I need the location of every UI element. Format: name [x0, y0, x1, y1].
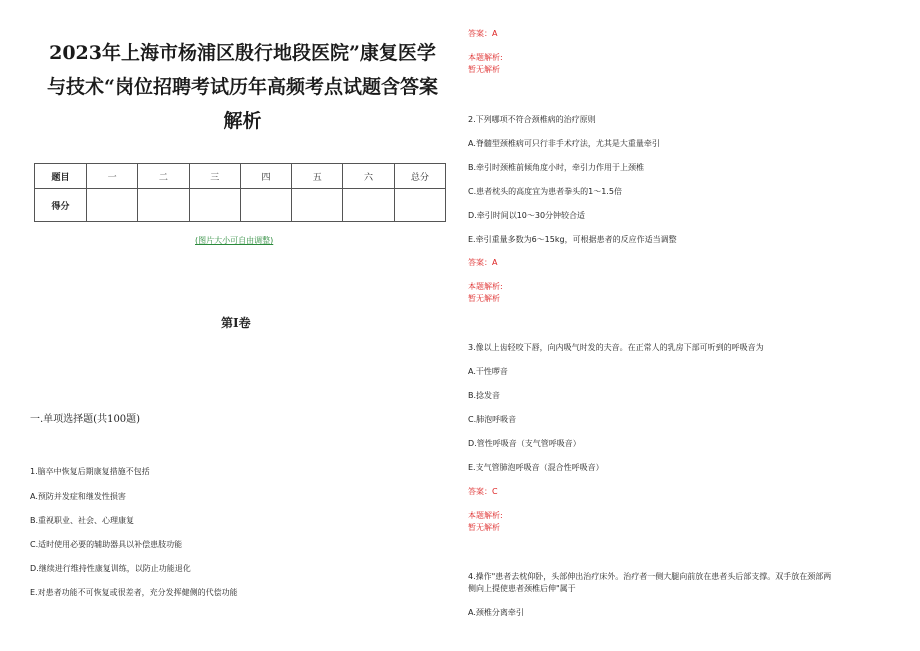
score-cell[interactable]	[343, 189, 394, 222]
title-line-1: 2023年上海市杨浦区殷行地段医院”康复医学	[49, 42, 436, 64]
header-cell-6: 六	[343, 164, 394, 189]
q3-option-b: B.捻发音	[468, 391, 501, 400]
q4-stem-line-2: 侧向上提使患者颈椎后伸"属于	[468, 584, 576, 593]
score-cell[interactable]	[240, 189, 291, 222]
q2-analysis-label: 本题解析:	[468, 282, 503, 291]
q4-option-a: A.颈椎分离牵引	[468, 608, 524, 617]
q3-option-a: A.干性啰音	[468, 367, 508, 376]
header-cell-3: 三	[189, 164, 240, 189]
q3-analysis-label: 本题解析:	[468, 511, 503, 520]
q1-analysis-text: 暂无解析	[468, 65, 500, 74]
q2-option-d: D.牵引时间以10～30分钟较合适	[468, 211, 586, 220]
score-cell[interactable]	[138, 189, 189, 222]
header-cell-total: 总分	[394, 164, 445, 189]
score-table-header-row	[35, 164, 446, 189]
q1-stem: 1.脑卒中恢复后期康复措施不包括	[30, 467, 150, 476]
q4-stem-line-1: 4.操作"患者去枕仰卧，头部伸出治疗床外。治疗者一侧大腿向前放在患者头后部支撑。双手放在颈部两	[468, 572, 832, 581]
header-cell-1: 一	[87, 164, 138, 189]
document-title	[30, 36, 455, 138]
q2-option-e: E.牵引重量多数为6～15kg，可根据患者的反应作适当调整	[468, 235, 677, 244]
score-table	[34, 163, 446, 222]
q2-option-a: A.脊髓型颈椎病可只行非手术疗法，尤其是大重量牵引	[468, 139, 660, 148]
score-cell[interactable]	[189, 189, 240, 222]
q1-option-e: E.对患者功能不可恢复或很差者，充分发挥健侧的代偿功能	[30, 588, 238, 597]
score-cell[interactable]	[87, 189, 138, 222]
header-cell-4: 四	[240, 164, 291, 189]
image-caption: (图片大小可自由调整)	[195, 236, 274, 245]
q3-option-d: D.管性呼吸音（支气管呼吸音）	[468, 439, 581, 448]
score-cell[interactable]	[292, 189, 343, 222]
q3-analysis-text: 暂无解析	[468, 523, 500, 532]
q1-analysis-label: 本题解析:	[468, 53, 503, 62]
q3-option-c: C.肺泡呼吸音	[468, 415, 517, 424]
q2-answer: 答案：A	[468, 258, 498, 267]
q3-stem: 3.像以上齿轻咬下唇，向内吸气时发的夫音。在正常人的乳房下部可听到的呼吸音为	[468, 343, 764, 352]
volume-heading: 第Ⅰ卷	[221, 316, 251, 330]
q2-option-c: C.患者枕头的高度宜为患者拳头的1～1.5倍	[468, 187, 622, 196]
title-line-3: 解析	[223, 110, 262, 132]
title-line-2: 与技术“岗位招聘考试历年高频考点试题含答案	[47, 76, 438, 98]
score-cell[interactable]	[394, 189, 445, 222]
q1-option-b: B.重视职业、社会、心理康复	[30, 516, 135, 525]
q2-analysis-text: 暂无解析	[468, 294, 500, 303]
header-cell-topic: 题目	[35, 164, 87, 189]
q3-option-e: E.支气管肺泡呼吸音（混合性呼吸音）	[468, 463, 604, 472]
q2-stem: 2.下列哪项不符合颈椎病的治疗原则	[468, 115, 596, 124]
q1-answer: 答案：A	[468, 29, 498, 38]
q1-option-a: A.预防并发症和继发性损害	[30, 492, 126, 501]
q1-option-d: D.继续进行维持性康复训练，以防止功能退化	[30, 564, 191, 573]
section-heading: 一.单项选择题(共100题)	[30, 414, 141, 425]
header-cell-5: 五	[292, 164, 343, 189]
score-row-label: 得分	[35, 189, 87, 222]
q1-option-c: C.适时使用必要的辅助器具以补偿患肢功能	[30, 540, 183, 549]
header-cell-2: 二	[138, 164, 189, 189]
q3-answer: 答案：C	[468, 487, 498, 496]
score-table-score-row	[35, 189, 446, 222]
q2-option-b: B.牵引时颈椎前倾角度小时，牵引力作用于上颈椎	[468, 163, 645, 172]
